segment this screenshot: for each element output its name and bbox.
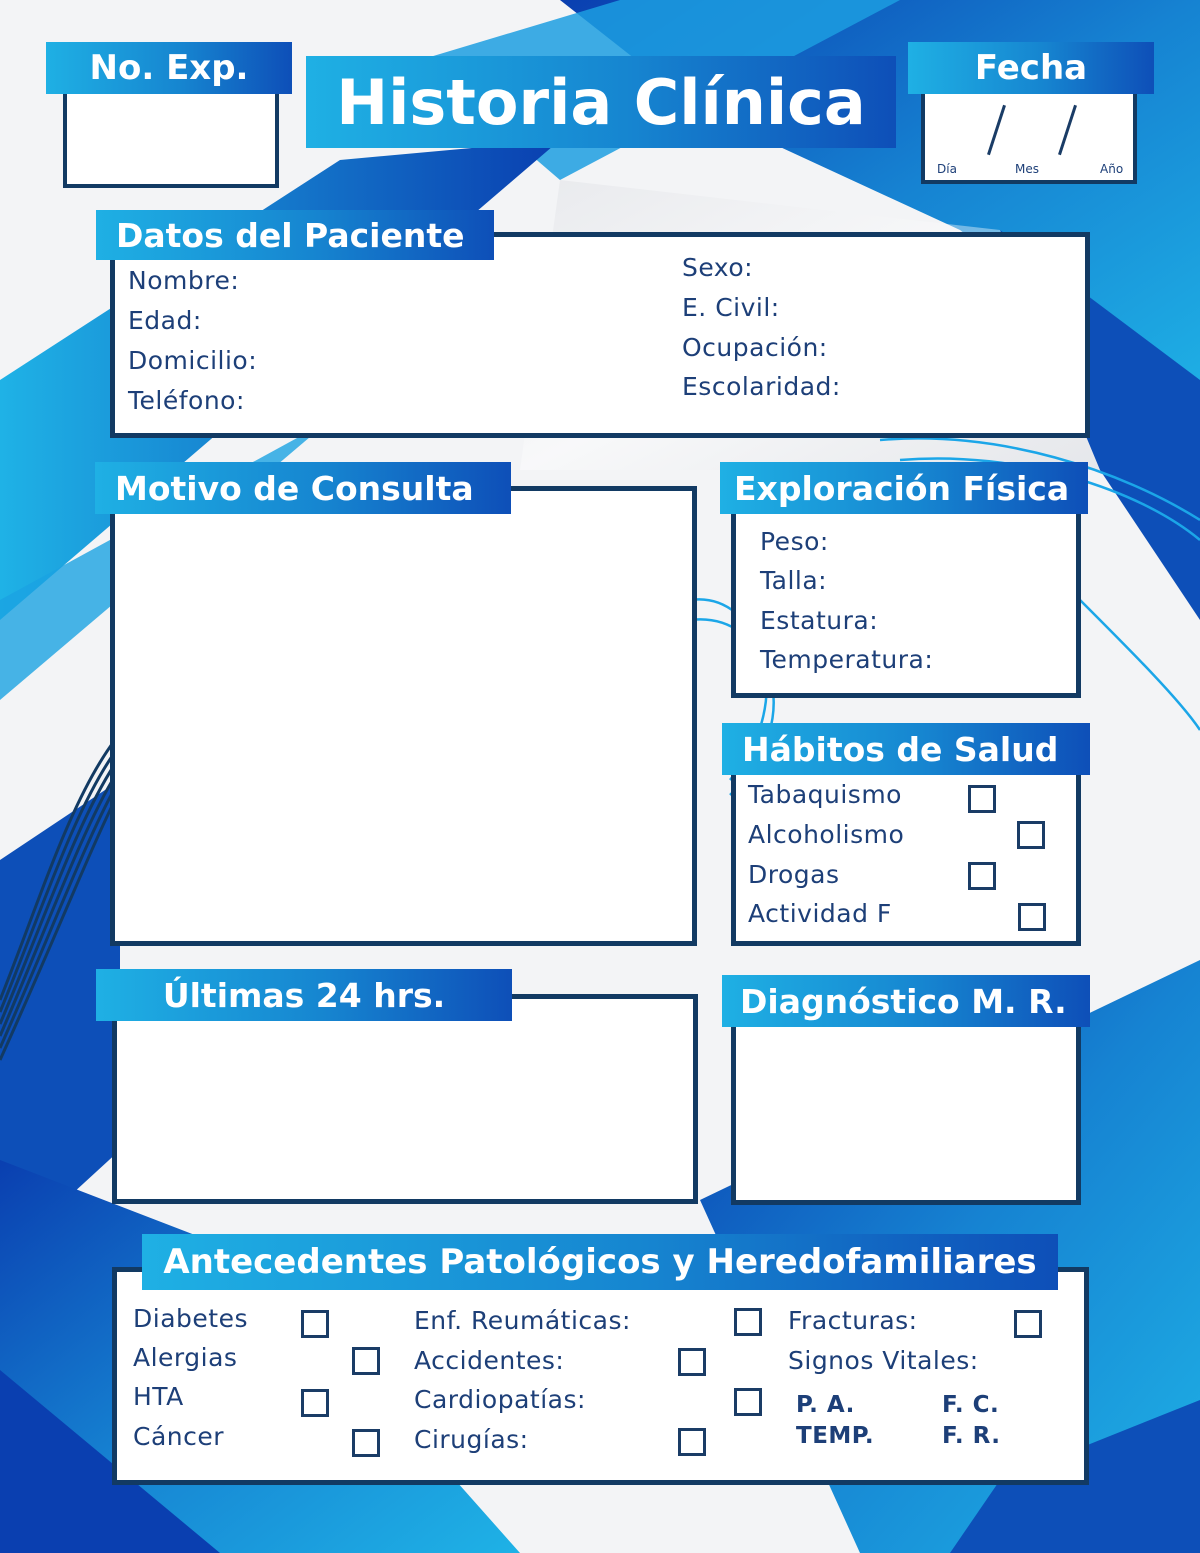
checkbox-fracturas[interactable] (1014, 1310, 1042, 1338)
field-domicilio[interactable]: Domicilio: (128, 346, 258, 375)
ultimas-section-title: Últimas 24 hrs. (162, 975, 446, 1015)
habitos-section-header (722, 723, 1090, 775)
checkbox-cancer[interactable] (352, 1429, 380, 1457)
antecedente-hta: HTA (133, 1382, 184, 1411)
antecedente-cardiopatias: Cardiopatías: (414, 1385, 586, 1414)
antecedente-diabetes: Diabetes (133, 1304, 248, 1333)
antecedente-alergias: Alergias (133, 1343, 238, 1372)
checkbox-drogas[interactable] (968, 862, 996, 890)
habito-drogas: Drogas (748, 860, 840, 889)
checkbox-hta[interactable] (301, 1389, 329, 1417)
exploracion-section-title: Exploración Física (734, 468, 1070, 508)
consulta-section-title: Motivo de Consulta (115, 468, 474, 508)
vital-temp[interactable]: TEMP. (796, 1423, 875, 1449)
fecha-header (908, 42, 1154, 94)
field-escolaridad[interactable]: Escolaridad: (682, 372, 841, 401)
exp-label: No. Exp. (89, 48, 249, 88)
exp-header (46, 42, 292, 94)
antecedentes-section-header (142, 1234, 1058, 1290)
checkbox-actividad[interactable] (1018, 903, 1046, 931)
antecedentes-box (112, 1267, 1089, 1485)
patient-section-header (96, 210, 494, 260)
patient-section-title: Datos del Paciente (116, 215, 465, 255)
habito-tabaquismo: Tabaquismo (748, 780, 902, 809)
fecha-mes-label: Mes (1015, 162, 1039, 176)
antecedente-cirugias: Cirugías: (414, 1425, 529, 1454)
vital-fr[interactable]: F. R. (942, 1423, 1001, 1449)
field-estatura[interactable]: Estatura: (760, 606, 879, 635)
habitos-section-title: Hábitos de Salud (742, 729, 1059, 769)
antecedente-reumaticas: Enf. Reumáticas: (414, 1306, 631, 1335)
habito-alcoholismo: Alcoholismo (748, 820, 905, 849)
exploracion-section-header (720, 462, 1088, 514)
consulta-section-header (95, 462, 511, 514)
checkbox-alergias[interactable] (352, 1347, 380, 1375)
exp-input-box[interactable] (63, 88, 279, 188)
vital-fc[interactable]: F. C. (942, 1392, 1000, 1418)
fecha-label: Fecha (974, 48, 1088, 88)
checkbox-diabetes[interactable] (301, 1310, 329, 1338)
fecha-anio-label: Año (1100, 162, 1124, 176)
vital-pa[interactable]: P. A. (796, 1392, 855, 1418)
checkbox-accidentes[interactable] (678, 1348, 706, 1376)
antecedente-cancer: Cáncer (133, 1422, 225, 1451)
page-title: Historia Clínica (336, 65, 866, 139)
field-talla[interactable]: Talla: (760, 566, 828, 595)
antecedente-accidentes: Accidentes: (414, 1346, 565, 1375)
field-telefono[interactable]: Teléfono: (128, 386, 245, 415)
diagnostico-section-header (722, 975, 1090, 1027)
checkbox-cardiopatias[interactable] (734, 1388, 762, 1416)
consulta-box[interactable] (110, 486, 697, 946)
field-peso[interactable]: Peso: (760, 527, 829, 556)
diagnostico-box[interactable] (731, 1000, 1081, 1205)
ultimas-box[interactable] (112, 994, 698, 1204)
fecha-dia-label: Día (937, 162, 957, 176)
antecedente-signos-vitales: Signos Vitales: (788, 1346, 979, 1375)
antecedente-fracturas: Fracturas: (788, 1306, 918, 1335)
patient-data-box (110, 232, 1090, 438)
field-temperatura[interactable]: Temperatura: (760, 645, 934, 674)
field-edad[interactable]: Edad: (128, 306, 202, 335)
title-banner (306, 56, 896, 148)
field-civil[interactable]: E. Civil: (682, 293, 780, 322)
field-sexo[interactable]: Sexo: (682, 253, 754, 282)
checkbox-reumaticas[interactable] (734, 1308, 762, 1336)
checkbox-alcoholismo[interactable] (1017, 821, 1045, 849)
diagnostico-section-title: Diagnóstico M. R. (740, 981, 1067, 1021)
antecedentes-section-title: Antecedentes Patológicos y Heredofamiliares (163, 1242, 1037, 1282)
ultimas-section-header (96, 969, 512, 1021)
field-ocupacion[interactable]: Ocupación: (682, 333, 828, 362)
field-nombre[interactable]: Nombre: (128, 266, 240, 295)
checkbox-tabaquismo[interactable] (968, 785, 996, 813)
checkbox-cirugias[interactable] (678, 1428, 706, 1456)
habito-actividad: Actividad F (748, 899, 892, 928)
